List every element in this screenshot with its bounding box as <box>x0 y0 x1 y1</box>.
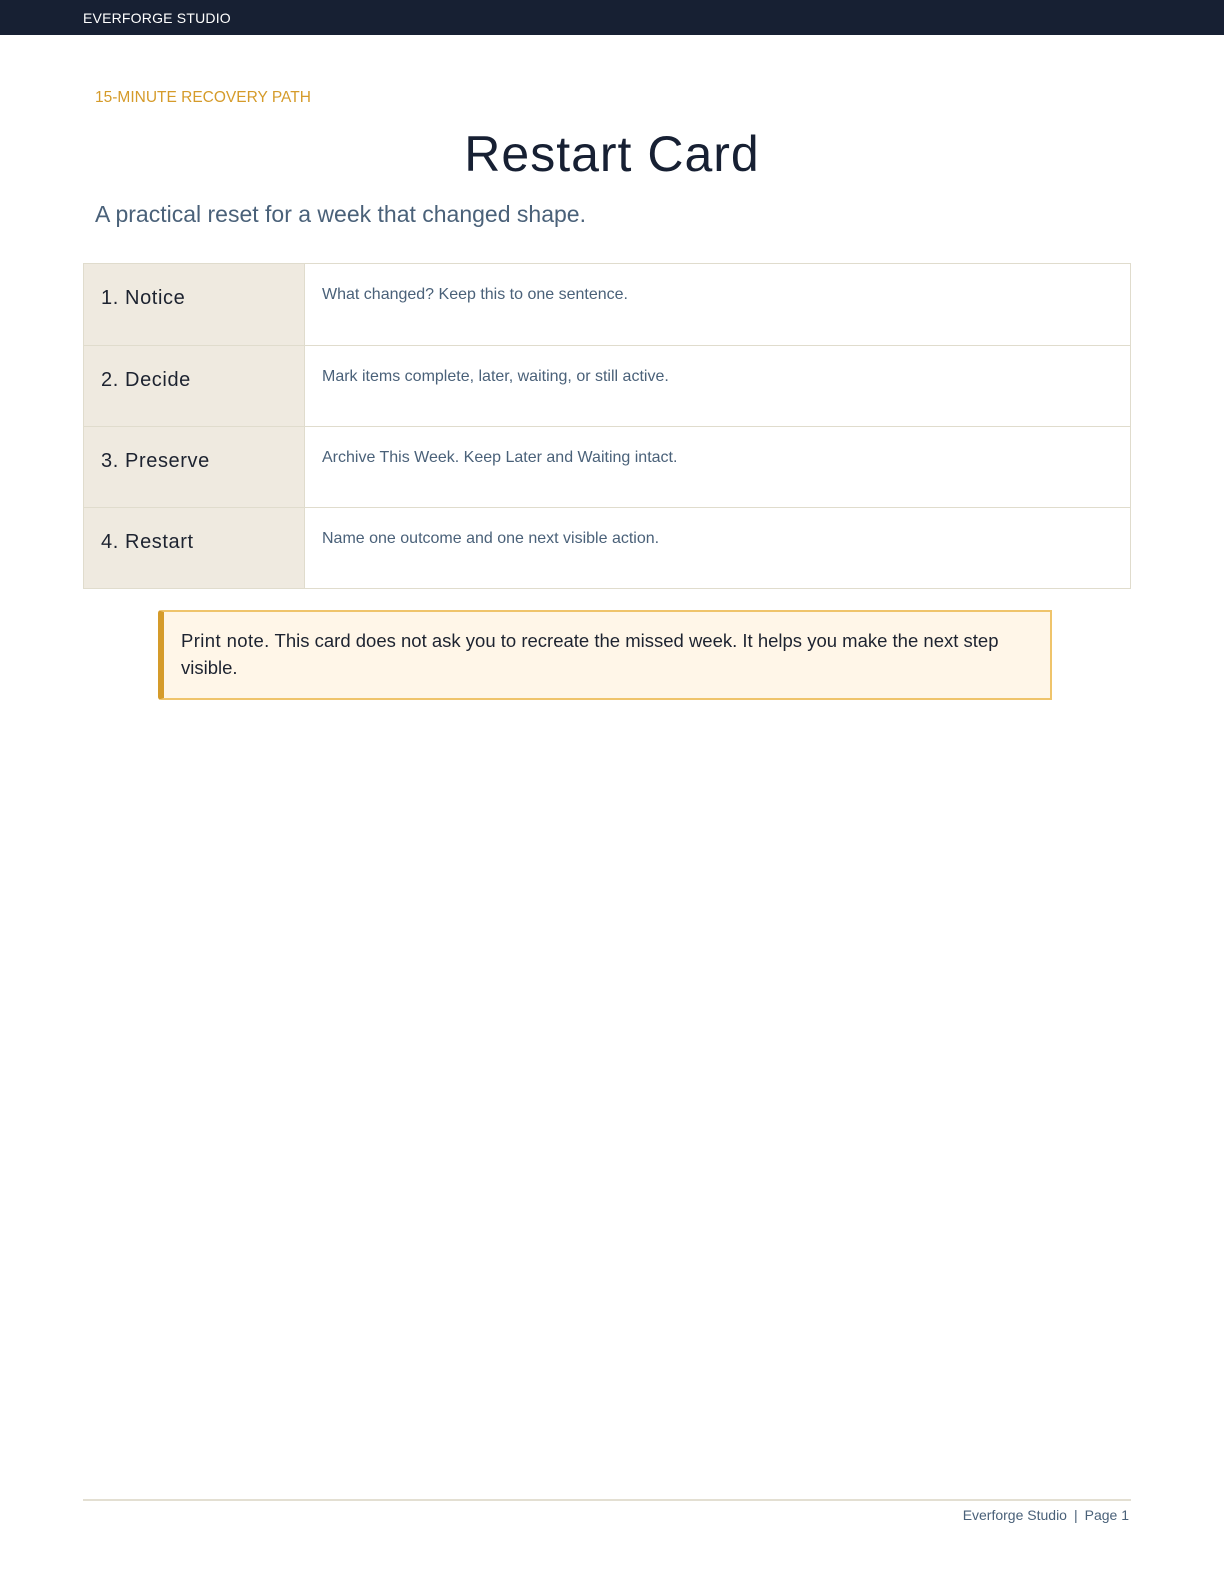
step-row-preserve <box>84 426 1130 507</box>
step-label: 3. Preserve <box>84 427 305 507</box>
print-note-callout <box>158 610 1052 700</box>
step-label: 2. Decide <box>84 346 305 426</box>
step-label: 1. Notice <box>84 264 305 345</box>
step-description: Mark items complete, later, waiting, or still active. <box>322 368 669 385</box>
step-description: Archive This Week. Keep Later and Waiting intact. <box>322 449 678 466</box>
step-description: Name one outcome and one next visible action. <box>322 530 660 547</box>
brand-name: EVERFORGE STUDIO <box>83 10 231 26</box>
footer-studio: Everforge Studio <box>962 1507 1067 1523</box>
step-row-decide <box>84 345 1130 426</box>
top-bar <box>0 0 1224 35</box>
footer <box>963 1507 1129 1523</box>
step-row-notice <box>84 264 1130 345</box>
steps-table <box>83 263 1131 589</box>
eyebrow-label: 15-MINUTE RECOVERY PATH <box>95 89 311 106</box>
page-subtitle: A practical reset for a week that changed shape. <box>95 201 586 227</box>
page-number: Page 1 <box>1084 1507 1129 1523</box>
step-row-restart <box>84 507 1130 588</box>
footer-divider <box>83 1499 1131 1501</box>
step-description: What changed? Keep this to one sentence. <box>322 286 628 303</box>
footer-separator: | <box>1073 1507 1078 1523</box>
page-title: Restart Card <box>464 126 760 182</box>
step-label: 4. Restart <box>84 508 305 588</box>
print-note-lead: Print note. <box>181 630 270 651</box>
print-note-text: This card does not ask you to recreate the missed week. It helps you make the next step visible. <box>181 630 999 678</box>
